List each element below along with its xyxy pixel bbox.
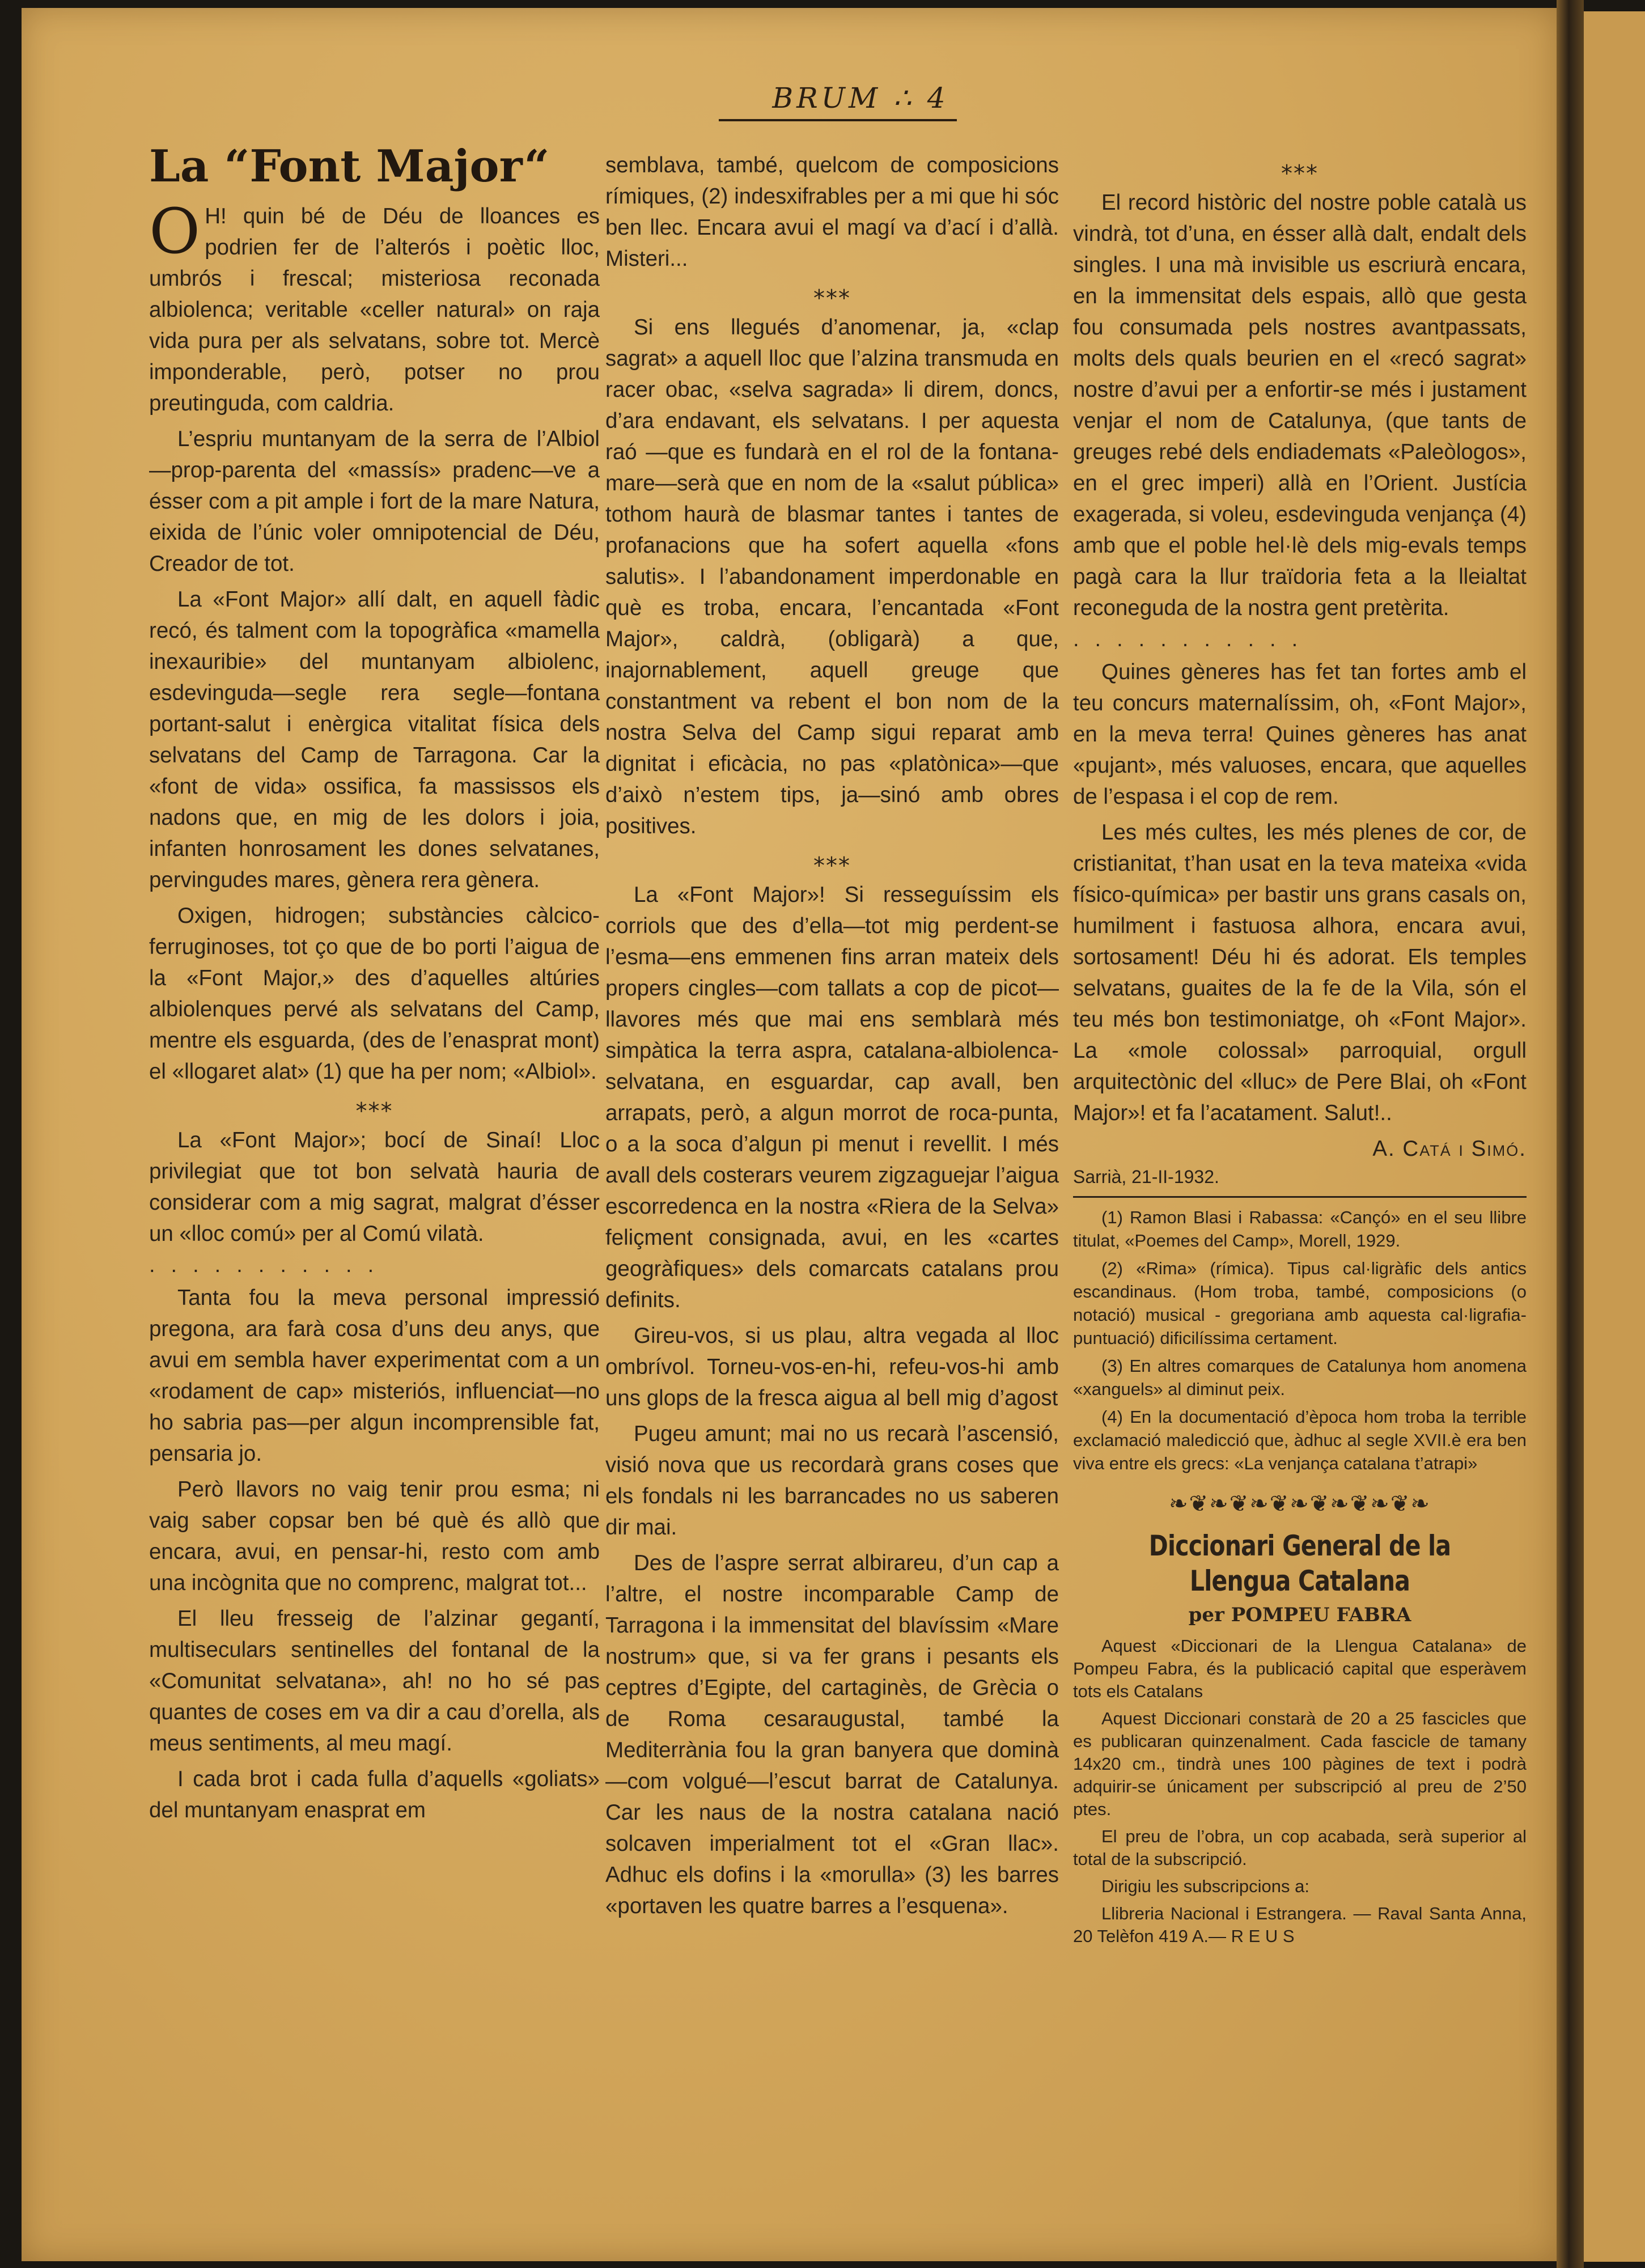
column-1 [149, 138, 600, 1830]
ornament-divider: ❧❦❧❦❧❦❧❦❧❦❧❦❧ [1169, 1491, 1431, 1516]
drop-cap: O [149, 195, 201, 268]
footnote: (3) En altres comarques de Catalunya hom anomena «xanguels» al diminut peix. [1073, 1356, 1527, 1399]
paragraph: Des de l’aspre serrat albirareu, d’un cap a l’altre, el nostre incomparable Camp de Tarragona i la immensitat del blavíssim «Mare nostrum» que, si va fer grans i pesants els ceptres d’Egipte, del cartaginès, de Grècia o de Roma cesaraugustal, també la Mediterrània fou la gran banyera que dominà—com volgué—l’escut barrat de Catalunya. Car les naus de la nostra catalana nació solcaven imperialment tot el «Gran llac». Adhuc els dofins i la «morulla» (3) les barres «portaven les quatre barres a l’esquena». [605, 1551, 1059, 1918]
paragraph: La «Font Major»; bocí de Sinaí! Lloc privilegiat que tot bon selvatà hauria de considerar com a mig sagrat, malgrat d’ésser un «lloc comú» per al Comú vilatà. [149, 1128, 600, 1246]
column-2 [605, 150, 1059, 1926]
paragraph-text: H! quin bé de Déu de lloances es podrien fer de l’alterós i poètic lloc, umbrós i frescal; misteriosa reconada albiolenca; veritable «celler natural» on raja vida pura per als selvatans, sobre tot. Mercè imponderable, però, potser no prou preutinguda, com caldria. [149, 204, 600, 416]
next-page-edge [1584, 11, 1645, 2262]
paragraph: Gireu-vos, si us plau, altra vegada al lloc ombrívol. Torneu-vos-en-hi, refeu-vos-hi amb uns glops de la fresca aigua al bell mig d’agost [605, 1324, 1059, 1410]
paragraph: Oxigen, hidrogen; substàncies càlcico-ferruginoses, tot ço que de bo porti l’aigua de la «Font Major,» des d’aquelles altúries albiolenques pervé als selvatans del Camp, mentre els esguarda, (des de l’enasprat mont) el «llogaret alat» (1) que ha per nom; «Albiol». [149, 904, 600, 1084]
article-date: Sarrià, 21-II-1932. [1073, 1167, 1219, 1187]
article-title: La “Font Major“ [149, 141, 550, 192]
footnotes-rule [1073, 1196, 1527, 1198]
advert-text: Aquest «Diccionari de la Llengua Catalana» de Pompeu Fabra, és la publicació capital que esperàvem tots els Catalans [1073, 1636, 1527, 1701]
author-signature: A. Catá i Simó. [1372, 1137, 1527, 1161]
book-spine [1557, 0, 1584, 2268]
paragraph: La «Font Major» allí dalt, en aquell fàdic recó, és talment com la topogràfica «mamella inexauribie» del muntanyam albiolenc, esdevinguda—segle rera segle—fontana portant-salut i enèrgica vitalitat física dels selvatans del Camp de Tarragona. Car la «font de vida» ossifica, fa massissos els nadons que, en mig de les dolors i joia, infanten honrosament les dones selvatanes, pervingudes mares, gènera rera gènera. [149, 587, 600, 892]
advert-text: El preu de l’obra, un cop acabada, serà superior al total de la subscripció. [1073, 1826, 1527, 1869]
advert-address: Llibreria Nacional i Estrangera. — Raval Santa Anna, 20 Telèfon 419 A.— R E U S [1073, 1904, 1527, 1946]
footnote: (2) «Rima» (rímica). Tipus cal·ligràfic dels antics escandinaus. (Hom troba, també, composicions (o notació) musical - gregoriana amb aquesta cal·ligrafia-puntuació) dificilíssima certament. [1073, 1258, 1527, 1348]
page-header: BRUM ∴ 4 [772, 82, 949, 115]
newspaper-page [22, 8, 1557, 2261]
paragraph: I cada brot i cada fulla d’aquells «goliats» del muntanyam enasprat em [149, 1767, 600, 1822]
paragraph: Però llavors no vaig tenir prou esma; ni vaig saber copsar ben bé què és allò que encara, avui, en pensar-hi, resto com amb una incògnita que no comprenc, malgrat tot... [149, 1477, 600, 1595]
paragraph: Tanta fou la meva personal impressió pregona, ara farà cosa d’uns deu anys, que avui em sembla haver experimentat com a un «rodament de cap» misteriós, influenciat—no ho sabria pas—per algun incomprensible fat, pensaria jo. [149, 1286, 600, 1466]
section-stars: ⁎⁎⁎ [813, 846, 851, 871]
section-dots: ........... [149, 1253, 390, 1277]
paragraph: El lleu fresseig de l’alzinar gegantí, multiseculars sentinelles del fontanal de la «Comunitat selvatana», ah! no ho sé pas quantes de coses em va dir a cau d’orella, als meus sentiments, al meu magí. [149, 1606, 600, 1756]
advert-author: per POMPEU FABRA [1188, 1604, 1411, 1626]
paragraph: La «Font Major»! Si resseguíssim els corriols que des d’ella—tot mig perdent-se l’esma—ens emmenen fins arran mateix dels propers cingles—com tallats a cop de picot—llavores més que mai ens semblarà més simpàtica la terra aspra, catalana-albiolenca-selvatana, en esguardar, cap avall, ben arrapats, però, a algun morrot de roca-punta, o a la soca d’algun pi menut i revellit. I més avall dels costerars veurem zigzaguejar l’aigua escorredenca en la nostra «Riera de la Selva» feliçment consignada, avui, en les «cartes geogràfiques» dels comarcats catalans prou definits. [605, 883, 1059, 1312]
paragraph [149, 195, 600, 419]
section-stars: ⁎⁎⁎ [813, 279, 851, 304]
advert-text: Aquest Diccionari constarà de 20 a 25 fascicles que es publicaran quinzenalment. Cada fascicle de tamany 14x20 cm., tindrà unes 100 pàgines de text i podrà adquirir-se únicament per subscripció al preu de 2’50 ptes. [1073, 1709, 1527, 1819]
section-dots: ........... [1073, 628, 1314, 651]
paragraph: L’espriu muntanyam de la serra de l’Albiol—prop-parenta del «massís» pradenc—ve a ésser com a pit ample i fort de la mare Natura, eixida de l’únic voler omnipotencial de Déu, Creador de tot. [149, 427, 600, 576]
advert-text: Dirigiu les subscripcions a: [1101, 1876, 1309, 1896]
section-stars: ⁎⁎⁎ [1281, 154, 1318, 179]
footnote: (4) En la documentació d’època hom troba la terrible exclamació maledicció que, àdhuc al segle XVII.è era ben viva entre els grecs: «La venjança catalana t’atrapi» [1073, 1407, 1527, 1473]
paragraph: Les més cultes, les més plenes de cor, de cristianitat, t’han usat en la teva mateixa «vida físico-química» per bastir uns grans casals on, humilment i fastuosa alhora, encara avui, sortosament! Déu hi és adorat. Els temples selvatans, guaites de la fe de la Vila, són el teu més bon testimoniatge, oh «Font Major». La «mole colossal» parroquial, orgull arquitectònic del «lluc» de Pere Blai, oh «Font Major»! et fa l’acatament. Salut!.. [1073, 820, 1527, 1125]
paragraph: El record històric del nostre poble català us vindrà, tot d’una, en ésser allà dalt, endalt dels singles. I una mà invisible us escriurà encara, en la immensitat dels espais, allò que gesta fou consumada pels nostres avantpassats, molts dels quals beurien en el «recó sagrat» nostre d’avui per a enfortir-se més i justament venjar el nom de Catalunya, (que tants de greuges rebé dels endiademats «Paleòlogos», en el grec imperi) allà en l’Orient. Justícia exagerada, si voleu, esdevinguda venjança (4) amb que el poble hel·lè dels mig-evals temps pagà cara la llur traïdoria feta a la lleialtat reconeguda de la nostra gent pretèrita. [1073, 190, 1527, 620]
header-rule [719, 119, 957, 121]
paragraph: Quines gèneres has fet tan fortes amb el teu concurs maternalíssim, oh, «Font Major», en la meva terra! Quines gèneres has anat «pujant», més valuoses, encara, que aquelles de l’espasa i el cop de rem. [1073, 660, 1527, 809]
column-3 [1073, 150, 1527, 1952]
paragraph: Si ens llegués d’anomenar, ja, «clap sagrat» a aquell lloc que l’alzina transmuda en racer obac, «selva sagrada» li direm, doncs, d’ara endavant, els selvatans. I per aquesta raó —que es fundarà en el rol de la fontana-mare—serà que en nom de la «salut pública» tothom haurà de blasmar tantes i tantes de profanacions que ha sofert aquella «fons salutis». I l’abandonament imperdonable en què es troba, encara, l’encantada «Font Major», caldrà, (obligarà) a que, inajornablement, aquell greuge que constantment va rebent el bon nom de la nostra Selva del Camp sigui reparat amb dignitat i eficàcia, no pas «platònica»—que d’això n’estem tips, ja—sinó amb obres positives. [605, 315, 1059, 838]
advert-title: Diccionari General de la Llengua Catalana [1148, 1529, 1451, 1597]
section-stars: ⁎⁎⁎ [355, 1092, 393, 1117]
footnote: (1) Ramon Blasi i Rabassa: «Cançó» en el seu llibre titulat, «Poemes del Camp», Morell, 1929. [1073, 1207, 1527, 1250]
paragraph: semblava, també, quelcom de composicions rímiques, (2) indesxifrables per a mi que hi sóc ben llec. Encara avui el magí va d’ací i d’allà. Misteri... [605, 153, 1059, 271]
paragraph: Pugeu amunt; mai no us recarà l’ascensió, visió nova que us recordarà grans coses que els fondals ni les barrancades no us saberen dir mai. [605, 1422, 1059, 1540]
